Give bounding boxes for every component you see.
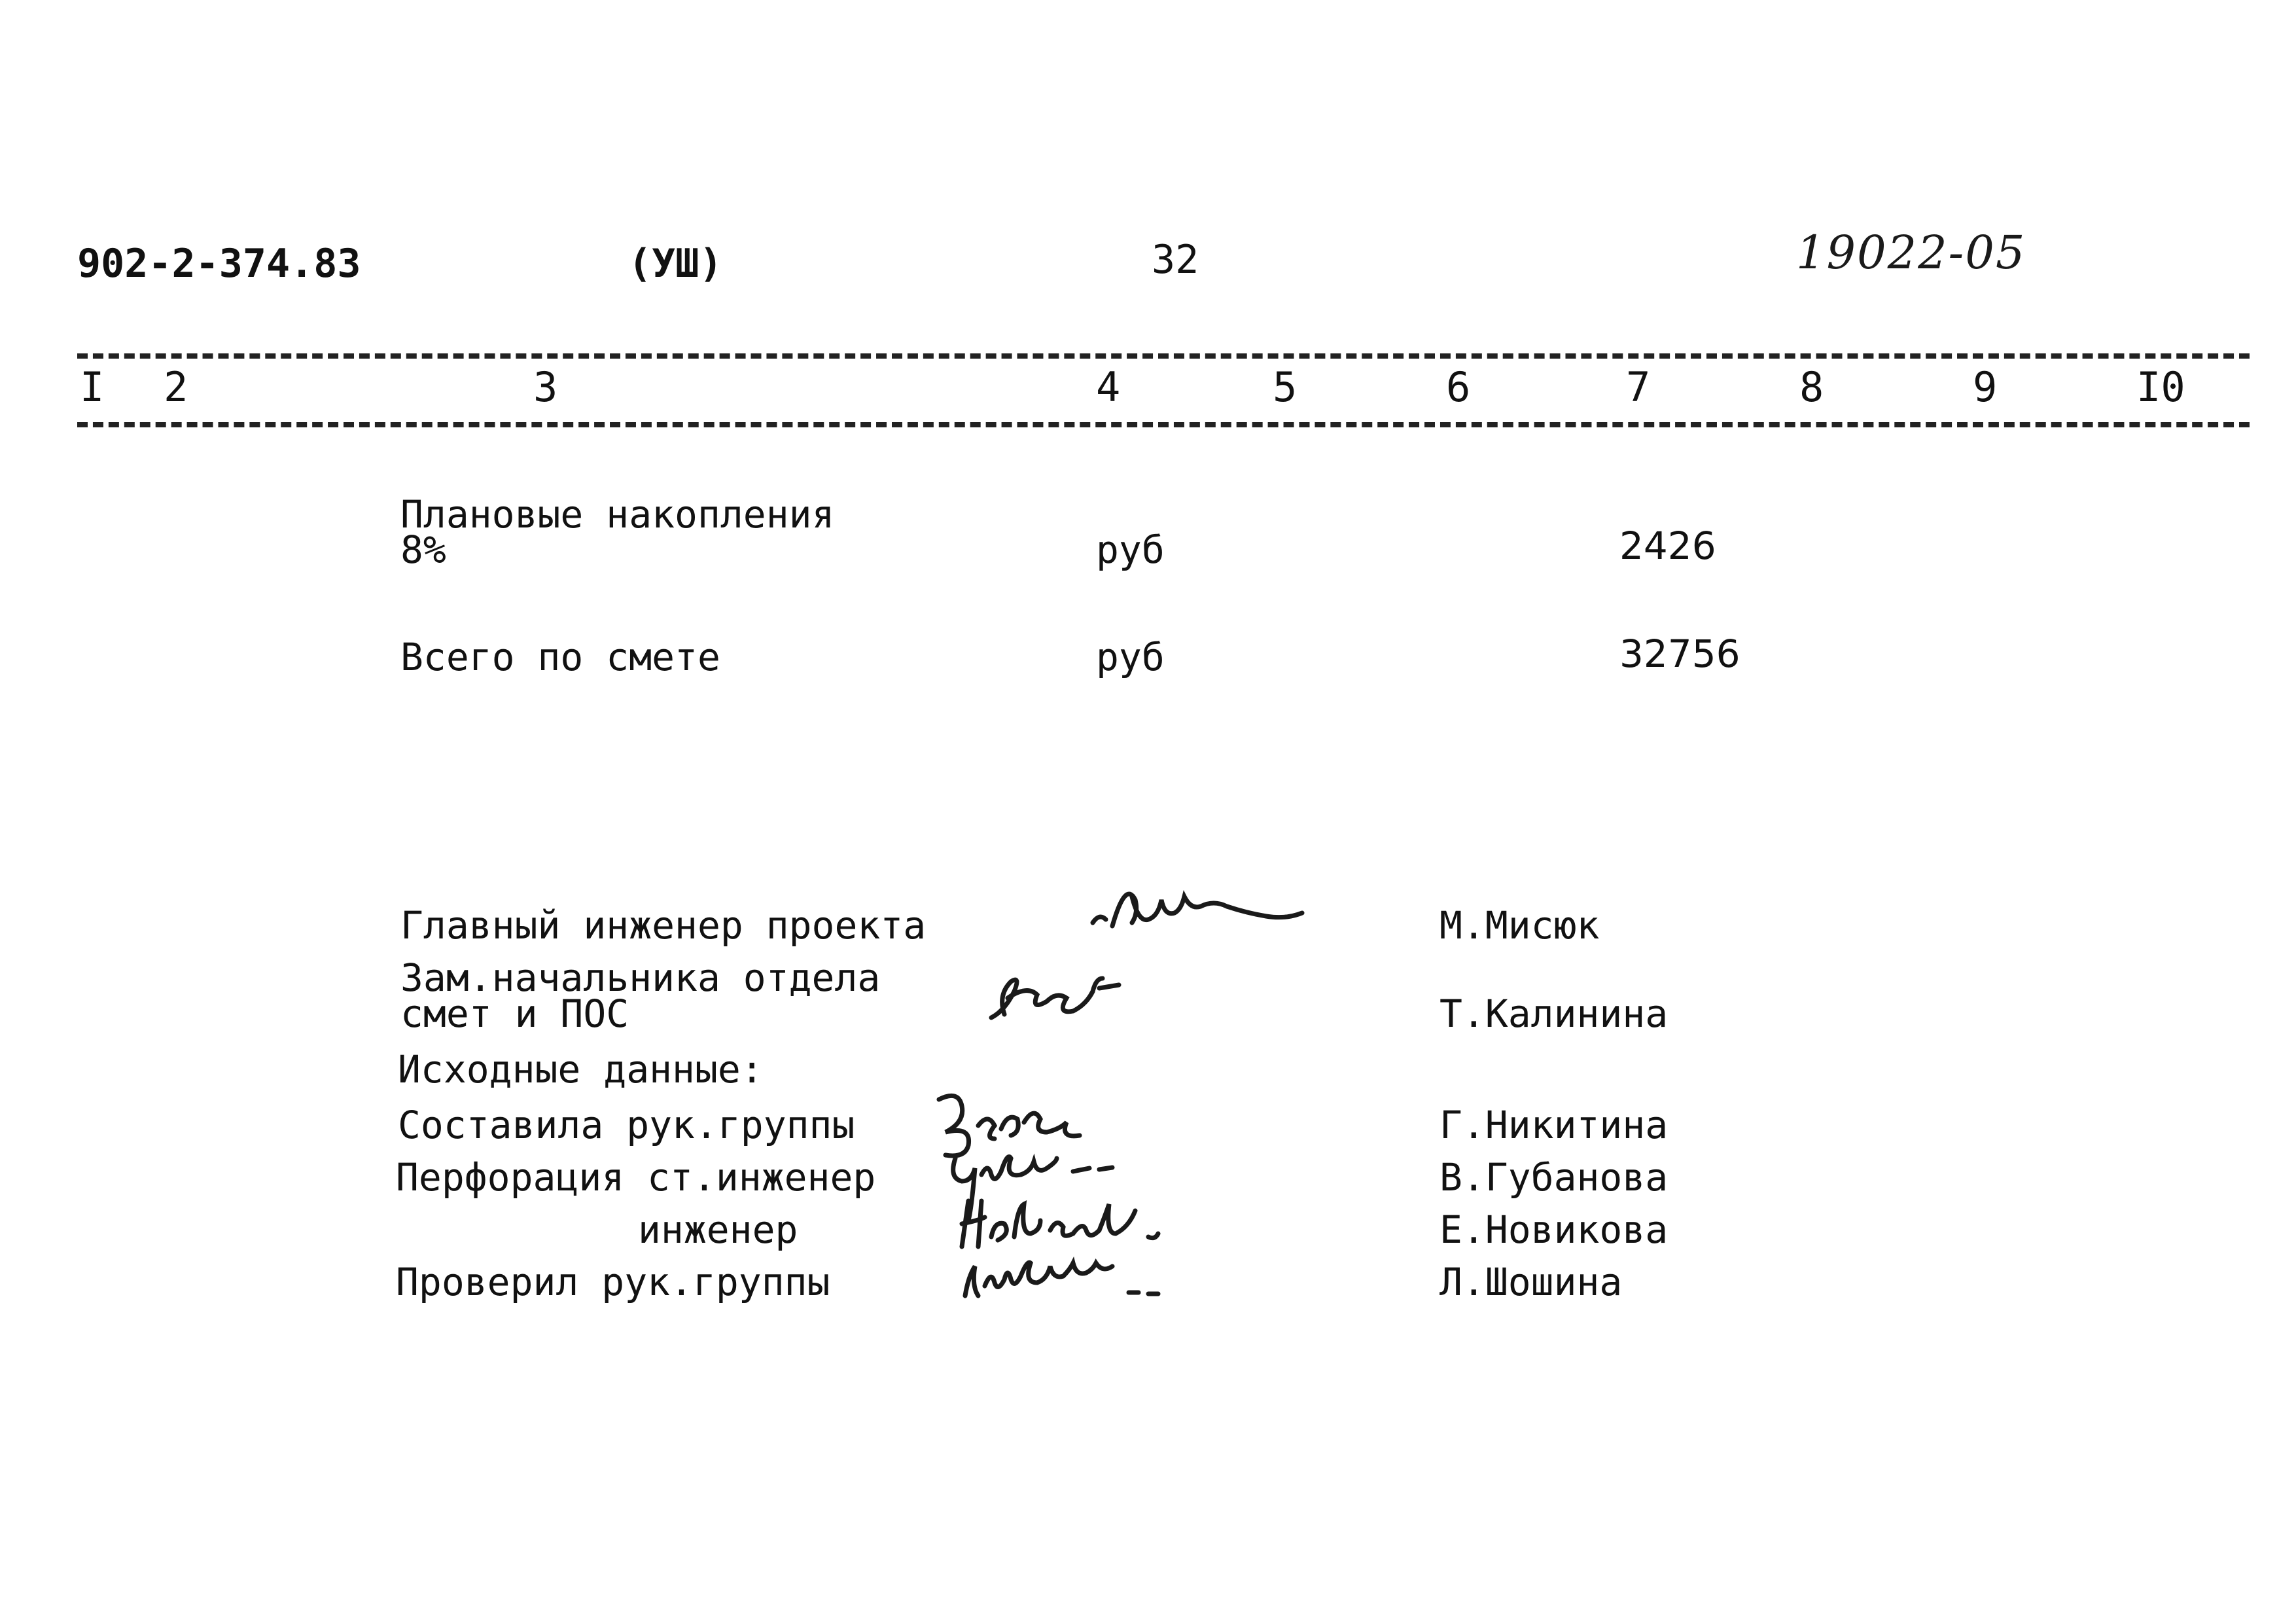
section-label: Исходные данные: xyxy=(398,1047,764,1092)
section-code: (УШ) xyxy=(628,241,723,287)
signatory-name: Г.Никитина xyxy=(1439,1103,1669,1147)
signatory-role: Проверил рук.группы xyxy=(396,1260,830,1304)
signature-checker xyxy=(952,1247,1188,1306)
header-top-rule xyxy=(77,353,2250,359)
page-number: 32 xyxy=(1152,237,1199,283)
signatory-role: Составила рук.группы xyxy=(398,1103,855,1147)
signatory-role: Перфорация ст.инженер xyxy=(396,1155,876,1200)
column-number-4: 4 xyxy=(1096,363,1121,411)
row-unit: руб xyxy=(1096,527,1165,572)
document-code: 902-2-374.83 xyxy=(77,241,361,287)
column-number-10: I0 xyxy=(2136,363,2185,411)
column-number-6: 6 xyxy=(1446,363,1471,411)
column-number-9: 9 xyxy=(1973,363,1998,411)
row-name-percent: 8% xyxy=(400,527,446,572)
column-number-5: 5 xyxy=(1273,363,1298,411)
header-bottom-rule xyxy=(77,422,2250,427)
row-name: Всего по смете xyxy=(400,635,720,679)
row-name: Плановые накопления xyxy=(400,492,835,537)
column-number-7: 7 xyxy=(1626,363,1651,411)
column-number-1: I xyxy=(80,363,105,411)
row-value: 2426 xyxy=(1619,524,1716,568)
signature-deputy-head xyxy=(978,952,1148,1037)
signatory-role: инженер xyxy=(638,1207,798,1252)
signature-chief-engineer xyxy=(1086,870,1335,955)
signatory-name: М.Мисюк xyxy=(1439,903,1600,948)
row-value: 32756 xyxy=(1619,632,1740,676)
column-number-3: 3 xyxy=(533,363,558,411)
signatory-name: Т.Калинина xyxy=(1439,991,1669,1036)
signatory-role: Зам.начальника отдела xyxy=(400,955,881,1000)
signatory-role: Главный инженер проекта xyxy=(400,903,927,948)
signatory-role: смет и ПОС xyxy=(400,991,629,1036)
column-number-8: 8 xyxy=(1799,363,1824,411)
signatory-name: В.Губанова xyxy=(1439,1155,1669,1200)
signatory-name: Л.Шошина xyxy=(1439,1260,1623,1304)
signatory-name: Е.Новикова xyxy=(1439,1207,1669,1252)
inventory-number: 19022-05 xyxy=(1796,226,2026,279)
row-unit: руб xyxy=(1096,635,1165,679)
column-number-2: 2 xyxy=(164,363,188,411)
